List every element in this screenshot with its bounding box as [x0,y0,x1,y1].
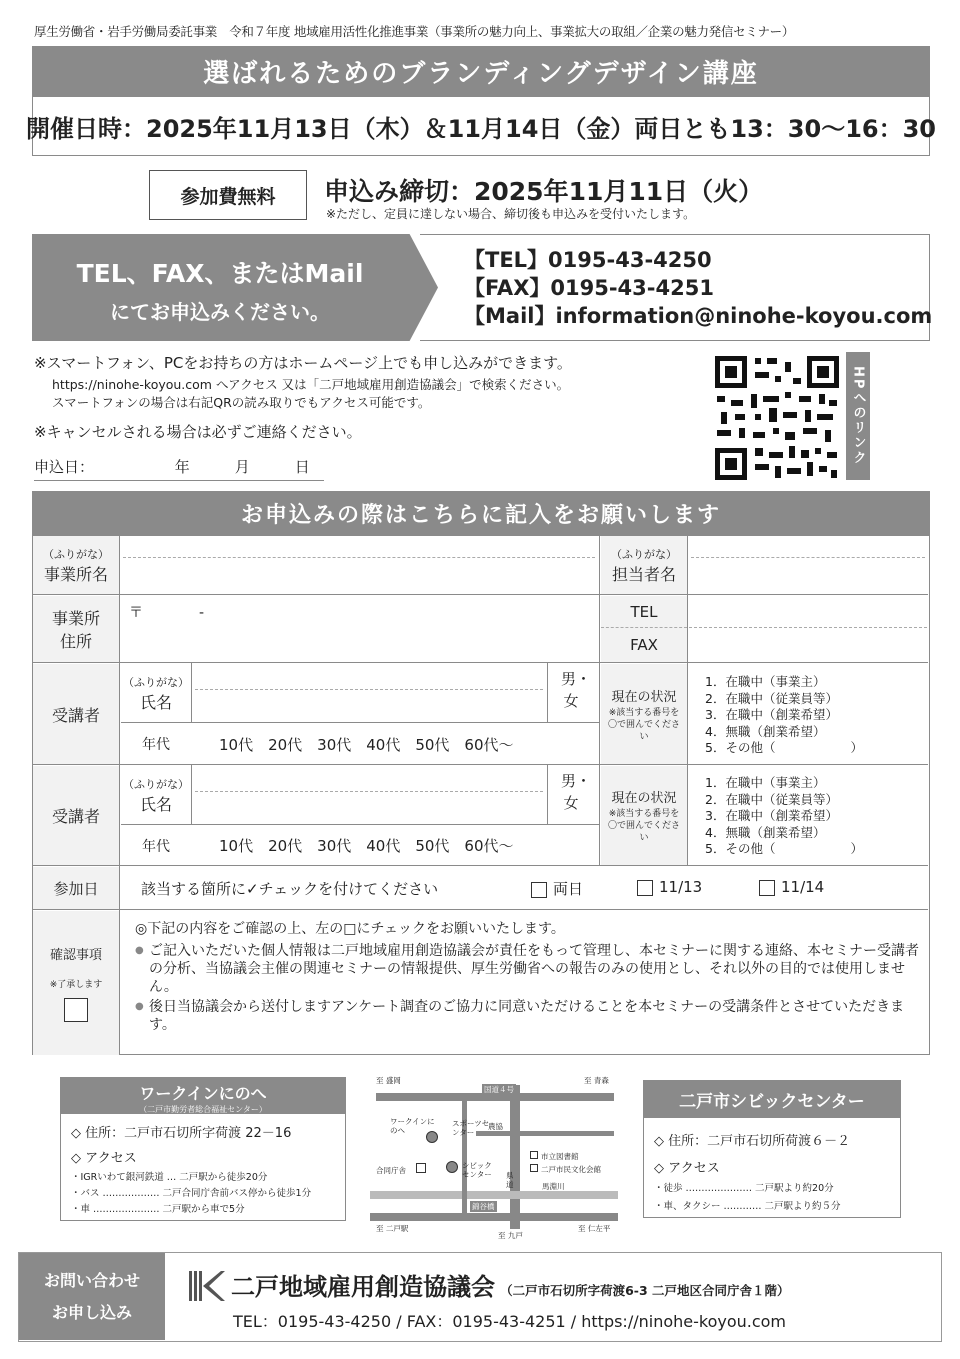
attendee1-age-label [121,724,191,764]
status-option[interactable]: 3．在職中（創業希望） [705,808,838,823]
name-text: 氏名 [139,794,172,814]
confirm-intro: ◎下記の内容をご確認の上、左の□にチェックをお願いいたします。 [135,921,565,937]
status-option[interactable]: 2．在職中（従業員等） [705,791,838,807]
map-route4: 国道４号 [484,1085,514,1094]
fax-label [601,628,687,662]
note-online: ※スマートフォン、PCをお持ちの方はホームページ上でも申し込みができます。 [34,354,572,372]
tel-label [601,596,687,628]
map-to-nisato: 至 仁左平 [578,1224,611,1233]
age-text: 年代 [142,737,170,753]
access-map [370,1071,620,1239]
seminar-title: 選ばれるためのブランディングデザイン講座 [203,58,759,89]
status-note: ※該当する番号を〇で囲んでください [607,707,680,742]
map-nokyo: 農協 [488,1122,503,1131]
org-name-line [231,1267,790,1302]
map-bridge: 錦谷橋 [472,1202,495,1211]
map-to-ninohe: 至 二戸駅 [376,1224,409,1233]
name-text: 氏名 [139,692,172,712]
checkbox-icon[interactable] [531,882,547,898]
venue-workin-header [61,1078,345,1114]
age-text: 年代 [142,838,170,855]
footer-contact[interactable]: TEL：0195-43-4250 / FAX：0195-43-4251 / https://ninohe-koyou.com [233,1312,787,1331]
sponsor-line: 厚生労働省・岩手労働局委託事業 令和７年度 地域雇用活性化推進事業（事業所の魅力向上、事業拡大の取組／企業の魅力発信セミナー） [34,24,795,39]
person-furigana-input[interactable] [691,536,925,558]
venue-civic-access-2: ・車、タクシー ………… 二戸駅より約５分 [654,1201,841,1212]
confirm-checkbox[interactable] [64,998,88,1022]
venue-workin-card [60,1077,346,1221]
contact-instruction [40,254,400,325]
footer-label-inquiry: お問い合わせ [43,1270,140,1290]
company-name-label [33,536,119,594]
fee-badge [149,170,307,220]
apply-date [34,456,324,481]
attendee1-name-label [121,664,191,722]
attendee2-name-input[interactable] [195,792,543,824]
contact-list [464,246,932,330]
furigana-hint: （ふりがな） [43,547,109,561]
day-1113-option[interactable] [637,878,702,896]
company-name-text: 事業所名 [43,564,108,584]
map-gov-icon [416,1163,426,1173]
attendee2-label-text: 受講者 [51,807,100,826]
venue-workin-address: ◇ 住所：二戸市石切所字荷渡 22－16 [71,1126,292,1141]
footer [18,1252,942,1342]
map-library: 市立図書館 [541,1152,579,1161]
checkbox-icon[interactable] [759,880,775,896]
footer-label-apply: お申し込み [51,1302,132,1322]
attendee2-status-label [601,766,687,865]
map-library-icon [530,1151,538,1159]
map-pref-road: 県道 [506,1171,514,1189]
note-cancel: ※キャンセルされる場合は必ずご連絡ください。 [34,423,362,441]
map-to-kunohe: 至 九戸 [498,1231,523,1240]
apply-date-fields[interactable]: 年 月 日 [174,458,310,476]
form-title: お申込みの際はこちらに記入をお願いします [240,503,721,528]
venue-civic-card [643,1080,901,1218]
status-option[interactable]: 5．その他（ ） [705,841,863,856]
date-box [26,96,936,156]
fax-input[interactable] [689,628,927,662]
tel-label-text: TEL [630,602,658,621]
qr-label: HPへのリンク [850,366,866,466]
status-note: ※該当する番号を〇で囲んでください [607,809,680,843]
checkbox-icon[interactable] [637,880,653,896]
apply-date-label: 申込日： [34,458,95,476]
note-url: https://ninohe-koyou.com へアクセス 又は「二戸地域雇用創造協議会」で検索ください。 [52,377,570,392]
contact-line1: TEL、FAX、またはMail [76,259,364,288]
org-name: 二戸地域雇用創造協議会 [231,1273,495,1301]
confirm-label [33,911,119,1055]
confirm-content [135,920,921,1034]
map-civic-marker-icon [446,1161,458,1173]
day-1114-label: 11/14 [781,878,825,896]
map-civic: シビックセンター [462,1161,492,1179]
notes [34,352,694,442]
contact-fax[interactable]: 【FAX】0195-43-4251 [464,276,714,300]
venue-workin-access-1: ・IGRいわて銀河鉄道 … 二戸駅から徒歩20分 [71,1172,268,1183]
attendee1-furigana-input[interactable] [195,664,543,690]
status-option[interactable]: 1．在職中（事業主） [705,674,826,689]
map-gov: 合同庁舎 [376,1166,406,1175]
confirm-survey: ● 後日当協議会から送付しますアンケート調査のご協力に同意いただけることを本セミナーの受講条件とさせていただきます。 [135,998,921,1034]
attendee1-label [33,664,119,764]
address-label-text: 事業所住所 [51,609,100,651]
company-name-input[interactable] [123,558,595,594]
contact-mail[interactable]: 【Mail】information@ninohe-koyou.com [464,304,933,328]
status-option[interactable]: 1．在職中（事業主） [705,775,826,790]
status-text: 現在の状況 [611,791,677,806]
day-both-option[interactable] [531,878,583,899]
qr-label-tab [846,352,870,480]
attendee1-status-label [601,664,687,764]
application-form [32,536,930,1055]
attendee2-name-label [121,766,191,824]
attendee2-label [33,766,119,865]
map-culture-icon [530,1164,538,1172]
event-date: 開催日時：2025年11月13日（木）＆11月14日（金）両日とも13：30～16：30 [26,114,936,143]
map-sports: スポーツセンター [452,1119,490,1137]
days-label [33,867,119,909]
attendee2-gender[interactable]: 男・女 [561,772,592,812]
attendee1-status-options[interactable] [705,674,863,757]
venue-workin-subtitle: （二戸市勤労者総合福祉センター） [139,1105,267,1114]
map-workin: ワークインにのへ [390,1117,435,1135]
confirm-label-text: 確認事項 [49,948,102,963]
org-logo-icon [189,1271,225,1301]
venue-civic-access-label: ◇ アクセス [654,1161,720,1176]
tel-input[interactable] [689,596,927,628]
venue-workin-access-2: ・バス ……………… 二戸合同庁舎前バス停から徒歩1分 [71,1188,312,1199]
status-option[interactable]: 4．無職（創業希望） [705,824,826,840]
map-workin-marker-icon [426,1131,438,1143]
attendee2-status-options[interactable] [705,775,863,858]
attendee2-furigana-input[interactable] [195,766,543,792]
venue-civic-access-1: ・徒歩 ………………… 二戸駅より約20分 [654,1183,834,1194]
days-instruction: 該当する箇所に✓チェックを付けてください [141,880,439,898]
attendee2-age-options[interactable]: 10代 20代 30代 40代 50代 60代～ [219,837,514,855]
seminar-title-bar [32,46,930,96]
qr-code[interactable] [715,356,839,480]
day-1114-option[interactable] [759,878,824,896]
venue-civic-header [644,1081,900,1118]
address-input[interactable] [129,602,589,658]
contact-tel[interactable]: 【TEL】0195-43-4250 [464,248,712,272]
attendee1-name-input[interactable] [195,690,543,722]
venue-workin-access-label: ◇ アクセス [71,1151,137,1166]
furigana-hint: （ふりがな） [123,777,189,791]
venue-workin-access-3: ・車 ………………… 二戸駅から車で5分 [71,1204,245,1215]
person-in-charge-label [601,536,687,594]
note-qr: スマートフォンの場合は右記QRの読み取りでもアクセス可能です。 [52,395,431,410]
contact-line2: にてお申込みください。 [110,300,330,324]
fax-label-text: FAX [630,636,658,654]
days-label-text: 参加日 [53,879,99,898]
form-title-bar [32,491,930,536]
status-option[interactable]: 3．在職中（創業希望） [705,707,838,722]
confirm-note: ※了承します [49,980,103,990]
map-to-morioka: 至 盛岡 [376,1076,401,1085]
deadline: 申込み締切：2025年11月11日（火） [324,177,764,206]
map-to-aomori: 至 青森 [584,1076,609,1085]
venue-civic-address: ◇ 住所：二戸市石切所荷渡６－２ [654,1134,851,1149]
footer-label-block [19,1253,165,1340]
status-option[interactable]: 4．無職（創業希望） [705,723,826,739]
org-address: （二戸市石切所字荷渡6-3 二戸地区合同庁舎１階） [500,1283,790,1298]
person-in-charge-text: 担当者名 [611,564,676,584]
person-in-charge-input[interactable] [691,558,925,594]
venue-civic-title: 二戸市シビックセンター [679,1092,865,1112]
furigana-hint: （ふりがな） [123,675,189,689]
attendee1-label-text: 受講者 [51,705,100,725]
attendee1-gender[interactable]: 男・女 [561,670,592,710]
confirm-privacy: ● ご記入いただいた個人情報は二戸地域雇用創造協議会が責任をもって管理し、本セミナーに関する連絡、本セミナー受講者の分析、当協議会主催の関連セミナーの情報提供、厚生労働省への報告のみの使用とし、それ以外の目的では使用しません。 [135,942,921,996]
status-option[interactable]: 5．その他（ ） [705,740,863,755]
company-name-furigana-input[interactable] [123,536,595,558]
attendee1-age-options[interactable]: 10代 20代 30代 40代 50代 60代～ [219,736,514,754]
postal-code-field[interactable]: 〒 - [129,605,205,621]
furigana-hint: （ふりがな） [611,547,677,561]
deadline-note: ※ただし、定員に達しない場合、締切後も申込みを受付いたします。 [326,207,696,221]
status-option[interactable]: 2．在職中（従業員等） [705,690,838,706]
map-river: 馬淵川 [542,1182,565,1191]
venue-workin-title: ワークインにのへ [139,1084,267,1103]
fee-label: 参加費無料 [180,185,276,208]
attendee2-age-label [121,826,191,865]
map-culture: 二戸市民文化会館 [541,1165,601,1174]
address-label [33,596,119,662]
day-1113-label: 11/13 [659,878,703,896]
status-text: 現在の状況 [611,689,677,705]
day-both-label: 両日 [553,880,584,898]
